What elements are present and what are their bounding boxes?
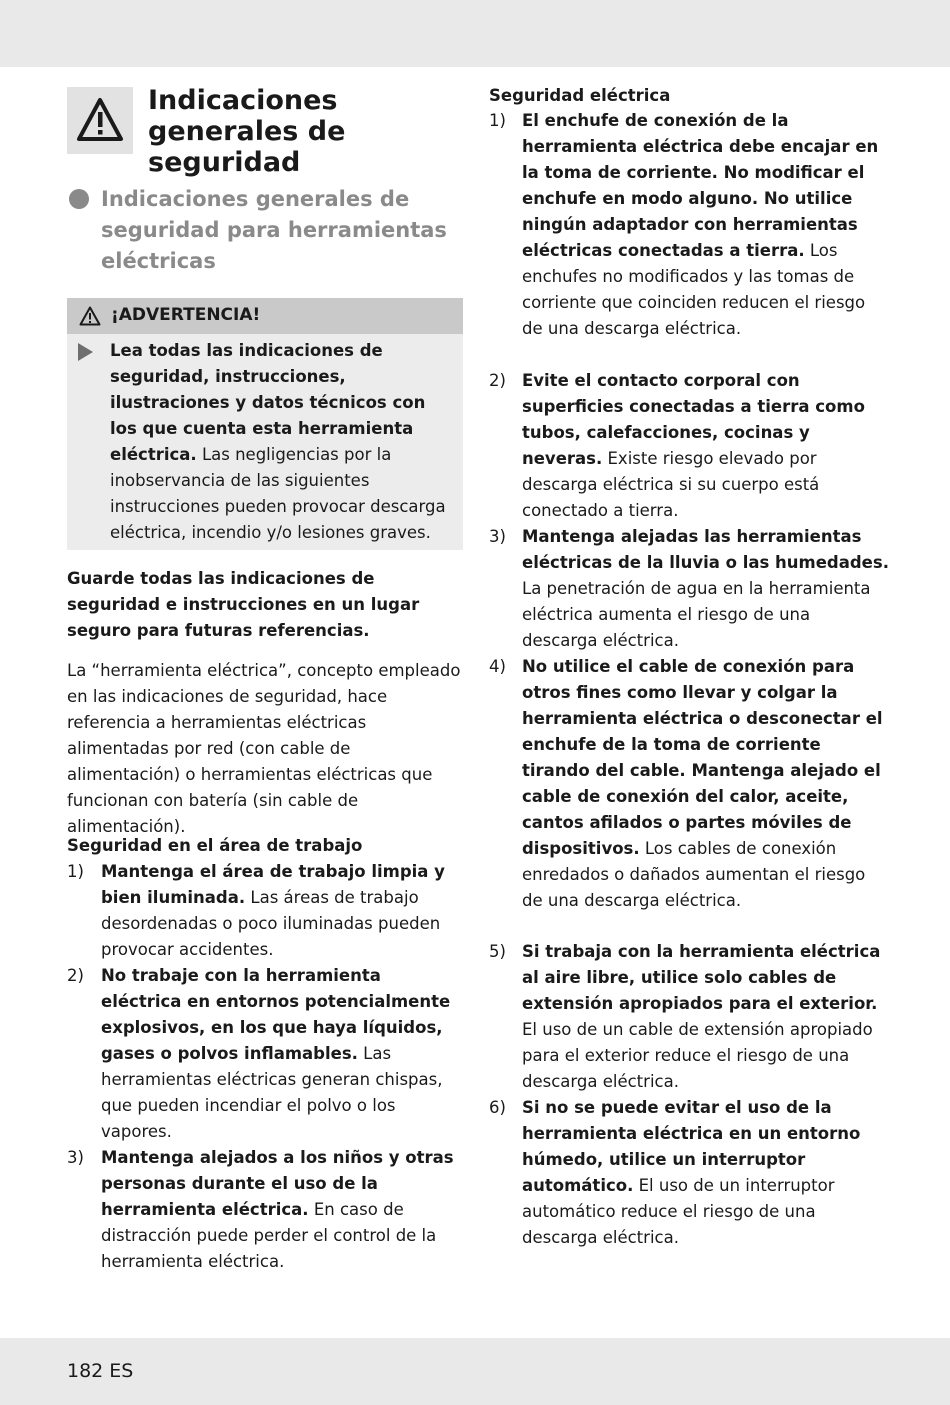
item-bold-text: Mantenga el área de trabajo limpia y bien iluminada. (101, 862, 445, 907)
item-normal-text: La penetración de agua en la herramienta eléctrica aumenta el riesgo de una descarga eléctrica. (522, 579, 871, 650)
electrical-title: Seguridad eléctrica (489, 86, 671, 105)
page-title: Indicaciones generales de seguridad (148, 85, 346, 178)
section-subtitle: Indicaciones generales de seguridad para herramientas eléctricas (101, 187, 447, 273)
item-bold-text: Si no se puede evitar el uso de la herramienta eléctrica en un entorno húmedo, utilice un interruptor automático. (522, 1098, 861, 1195)
item-number: 4) (489, 657, 506, 676)
warning-box (67, 298, 463, 550)
item-bold-text: Si trabaja con la herramienta eléctrica al aire libre, utilice solo cables de extensión apropiados para el exterior. (522, 942, 881, 1013)
item-number: 2) (67, 966, 84, 985)
warning-normal-text: Las negligencias por la inobservancia de las siguientes instrucciones pueden provocar descarga eléctrica, incendio y/o lesiones graves. (110, 445, 446, 542)
item-number: 1) (67, 862, 84, 881)
item-number: 3) (67, 1148, 84, 1167)
keep-notice: Guarde todas las indicaciones de seguridad e instrucciones en un lugar seguro para futuras referencias. (67, 569, 420, 640)
item-bold-text: No trabaje con la herramienta eléctrica en entornos potencialmente explosivos, en los que haya líquidos, gases o polvos inflamables. (101, 966, 451, 1063)
item-bold-text: Mantenga alejados a los niños y otras personas durante el uso de la herramienta eléctrica. (101, 1148, 454, 1219)
warning-text (110, 338, 450, 546)
page-number: 182 ES (67, 1360, 134, 1382)
warning-triangle-icon (67, 87, 133, 154)
item-normal-text: En caso de distracción puede perder el control de la herramienta eléctrica. (101, 1200, 437, 1271)
item-normal-text: Las herramientas eléctricas generan chispas, que pueden incendiar el polvo o los vapores. (101, 1044, 443, 1141)
item-normal-text: El uso de un interruptor automático reduce el riesgo de una descarga eléctrica. (522, 1176, 835, 1247)
arrow-right-icon (78, 343, 93, 361)
item-bold-text: Mantenga alejadas las herramientas eléctricas de la lluvia o las humedades. (522, 527, 889, 572)
item-bold-text: No utilice el cable de conexión para otros fines como llevar y colgar la herramienta eléctrica o desconectar el enchufe de la toma de corriente tirando del cable. Mantenga alejado el cable de conexión del calor, aceite, cantos afilados o partes móviles de dispositivos. (522, 657, 883, 858)
footer-band (0, 1338, 950, 1405)
item-number: 2) (489, 371, 506, 390)
work-area-title: Seguridad en el área de trabajo (67, 836, 363, 855)
item-normal-text: Los enchufes no modificados y las tomas de corriente que coinciden reducen el riesgo de una descarga eléctrica. (522, 241, 866, 338)
item-normal-text: Los cables de conexión enredados o dañados aumentan el riesgo de una descarga eléctrica. (522, 839, 866, 910)
header-band (0, 0, 950, 67)
item-number: 3) (489, 527, 506, 546)
item-normal-text: Existe riesgo elevado por descarga eléctrica si su cuerpo está conectado a tierra. (522, 449, 820, 520)
definition-paragraph: La “herramienta eléctrica”, concepto empleado en las indicaciones de seguridad, hace referencia a herramientas eléctricas alimentadas por red (con cable de alimentación) o herramientas eléctricas que funcionan con batería (sin cable de alimentación). (67, 661, 461, 836)
item-number: 5) (489, 942, 506, 961)
warning-label: ¡ADVERTENCIA! (111, 305, 261, 325)
item-number: 6) (489, 1098, 506, 1117)
item-number: 1) (489, 111, 506, 130)
item-normal-text: El uso de un cable de extensión apropiado para el exterior reduce el riesgo de una descarga eléctrica. (522, 1020, 873, 1091)
item-bold-text: Evite el contacto corporal con superficies conectadas a tierra como tubos, calefacciones, cocinas y neveras. (522, 371, 865, 468)
bullet-dot-icon (69, 189, 89, 209)
warning-box-header (67, 298, 463, 334)
item-bold-text: El enchufe de conexión de la herramienta eléctrica debe encajar en la toma de corriente. No modificar el enchufe en modo alguno. No utilice ningún adaptador con herramientas eléctricas conectadas a tierra. (522, 111, 879, 260)
item-normal-text: Las áreas de trabajo desordenadas o poco iluminadas pueden provocar accidentes. (101, 888, 441, 959)
warning-bold-text: Lea todas las indicaciones de seguridad, instrucciones, ilustraciones y datos técnicos con los que cuenta esta herramienta eléctrica. (110, 341, 426, 464)
warning-small-icon (79, 306, 101, 326)
